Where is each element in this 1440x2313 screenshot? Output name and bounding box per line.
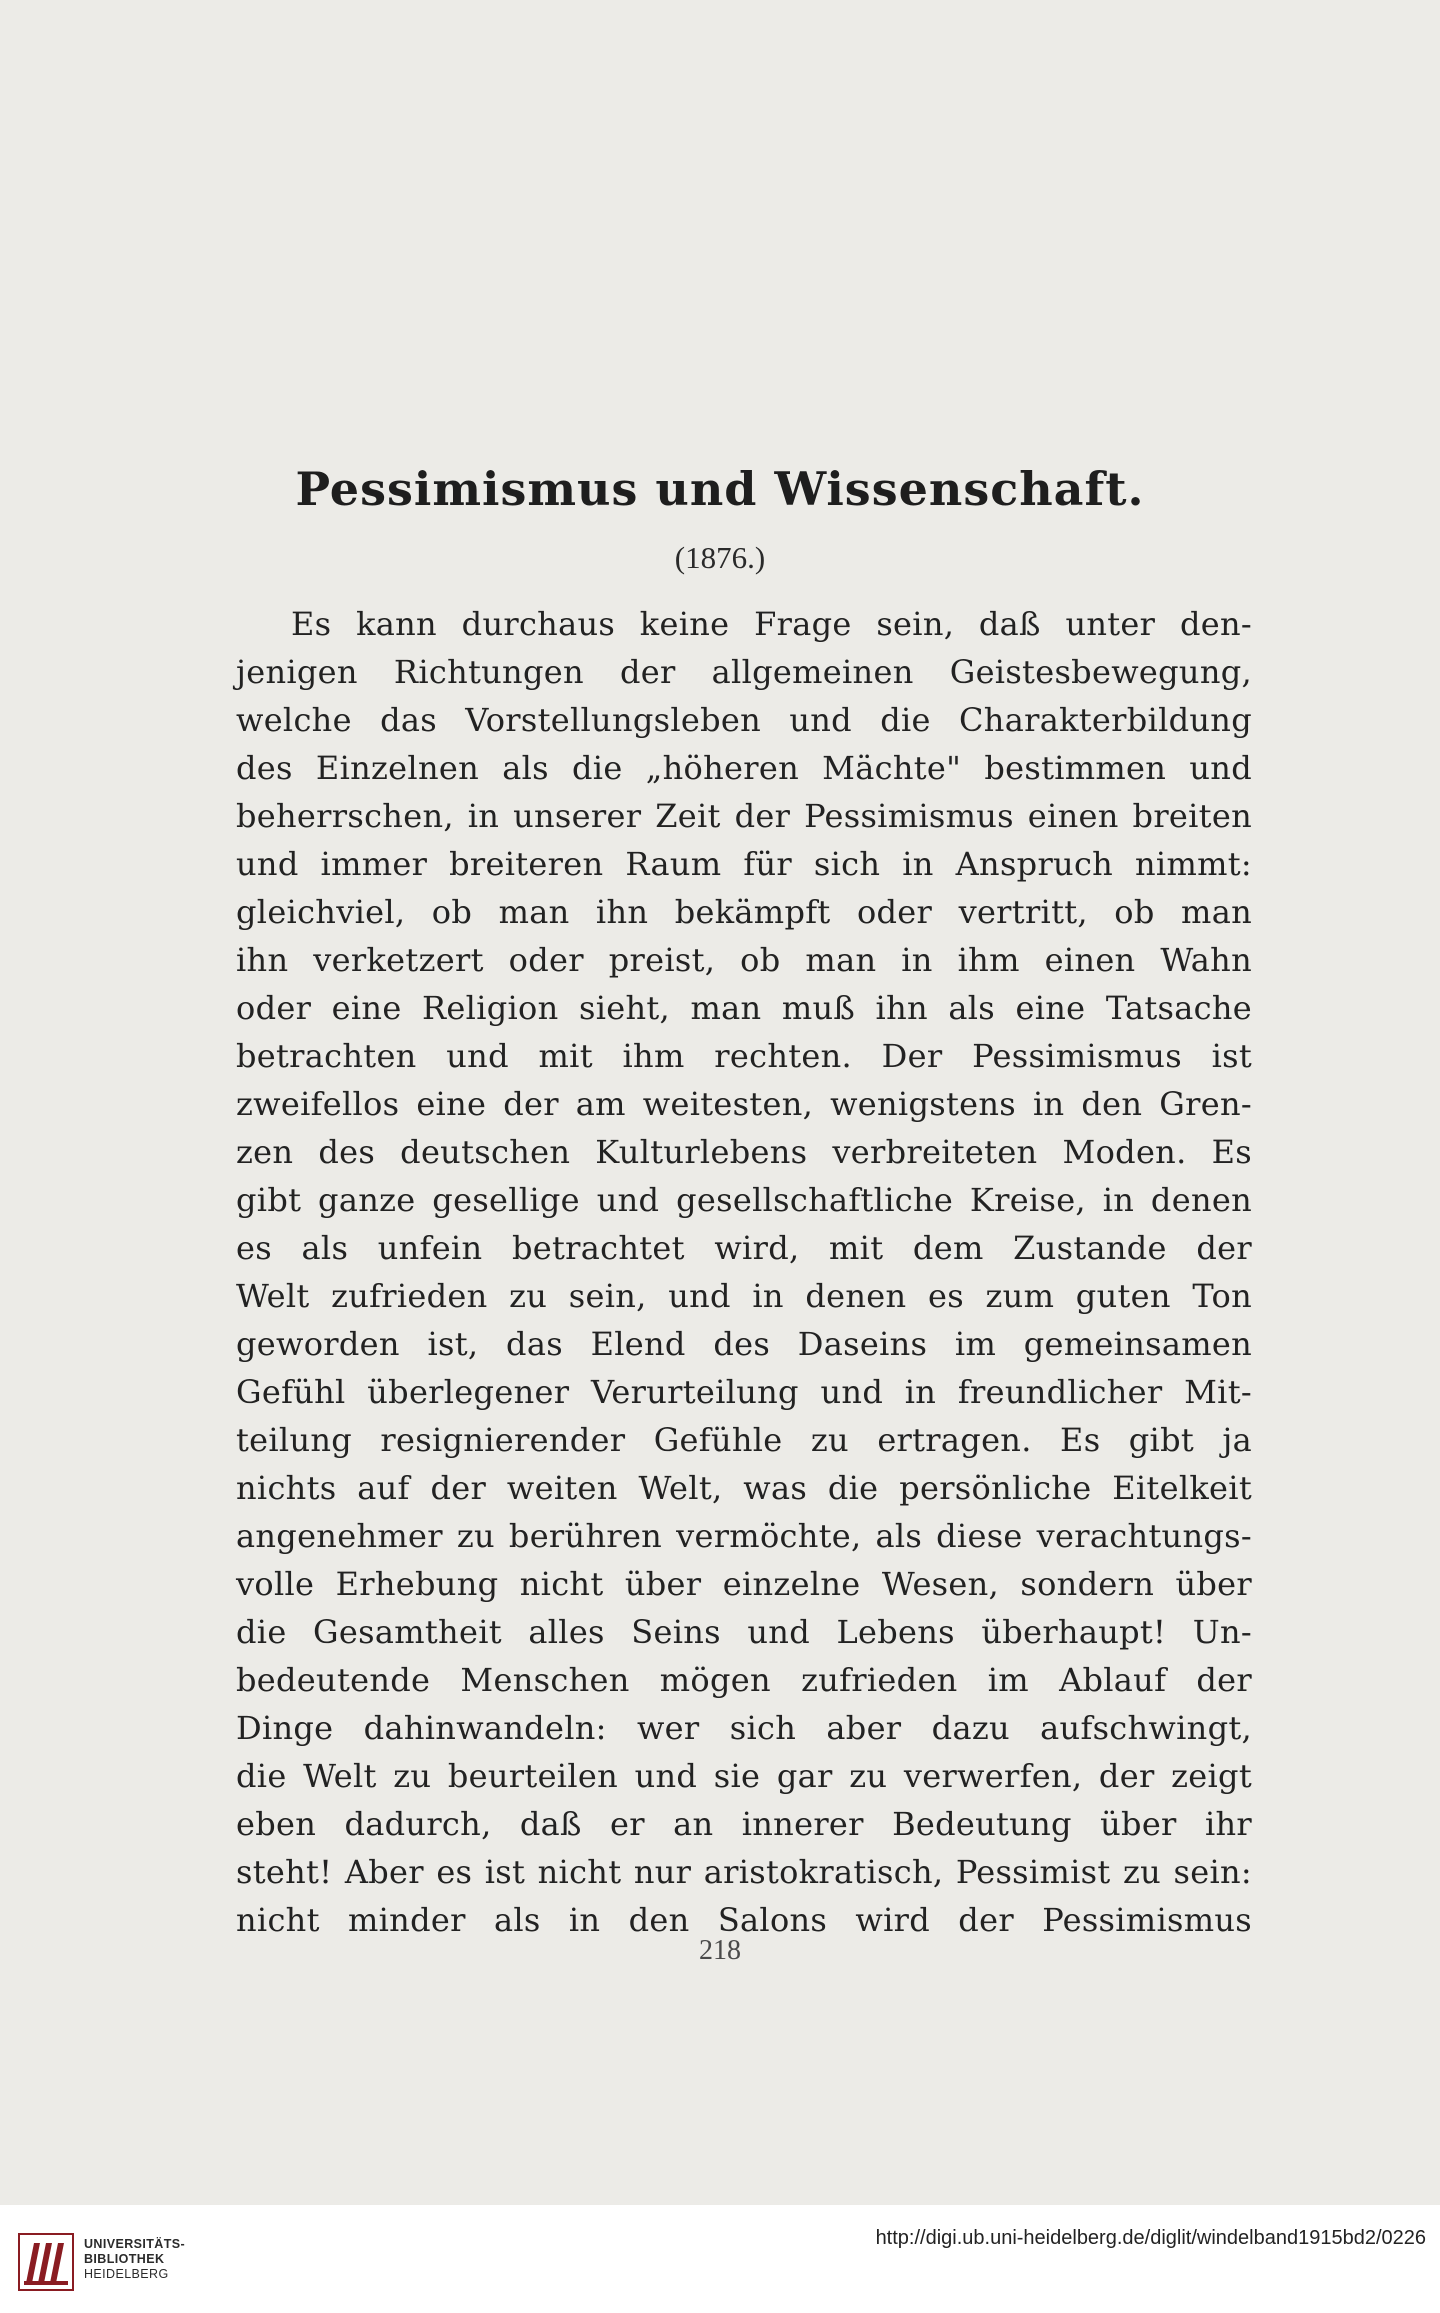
library-name-line-1: UNIVERSITÄTS- xyxy=(84,2237,186,2251)
text-line: beherrschen, in unserer Zeit der Pessimismus einen breiten xyxy=(236,797,1252,835)
text-line: teilung resignierender Gefühle zu ertragen. Es gibt ja xyxy=(236,1421,1252,1459)
text-line: es als unfein betrachtet wird, mit dem Zustande der xyxy=(236,1229,1252,1267)
text-line: Welt zufrieden zu sein, und in denen es zum guten Ton xyxy=(236,1277,1252,1315)
text-line: nicht minder als in den Salons wird der Pessimismus xyxy=(236,1901,1252,1939)
text-line: Es kann durchaus keine Frage sein, daß unter den- xyxy=(291,605,1252,643)
page-number: 218 xyxy=(699,1935,741,1966)
library-name-line-2: BIBLIOTHEK xyxy=(84,2252,165,2266)
source-url-link[interactable]: http://digi.ub.uni-heidelberg.de/diglit/windelband1915bd2/0226 xyxy=(875,2227,1426,2249)
text-line: eben dadurch, daß er an innerer Bedeutung über ihr xyxy=(236,1805,1252,1843)
text-line: welche das Vorstellungsleben und die Charakterbildung xyxy=(236,701,1252,739)
text-line: zweifellos eine der am weitesten, wenigstens in den Gren- xyxy=(236,1085,1252,1123)
text-line: die Gesamtheit alles Seins und Lebens überhaupt! Un- xyxy=(236,1613,1252,1651)
text-line: steht! Aber es ist nicht nur aristokratisch, Pessimist zu sein: xyxy=(236,1853,1252,1891)
text-line: die Welt zu beurteilen und sie gar zu verwerfen, der zeigt xyxy=(236,1757,1252,1795)
text-line: jenigen Richtungen der allgemeinen Geistesbewegung, xyxy=(236,653,1252,691)
library-name-line-3: HEIDELBERG xyxy=(84,2267,169,2281)
chapter-year: (1876.) xyxy=(674,540,766,575)
text-line: gibt ganze gesellige und gesellschaftliche Kreise, in denen xyxy=(236,1181,1252,1219)
text-line: volle Erhebung nicht über einzelne Wesen, sondern über xyxy=(236,1565,1252,1603)
text-line: geworden ist, das Elend des Daseins im gemeinsamen xyxy=(236,1325,1252,1363)
text-line: oder eine Religion sieht, man muß ihn als eine Tatsache xyxy=(236,989,1252,1027)
body-text xyxy=(236,600,1252,1944)
text-line: nichts auf der weiten Welt, was die persönliche Eitelkeit xyxy=(236,1469,1252,1507)
text-line: angenehmer zu berühren vermöchte, als diese verachtungs- xyxy=(236,1517,1252,1555)
text-line: Gefühl überlegener Verurteilung und in freundlicher Mit- xyxy=(236,1373,1252,1411)
text-line: gleichviel, ob man ihn bekämpft oder vertritt, ob man xyxy=(236,893,1252,931)
text-line: des Einzelnen als die „höheren Mächte" bestimmen und xyxy=(236,749,1252,787)
text-line: Dinge dahinwandeln: wer sich aber dazu aufschwingt, xyxy=(236,1709,1252,1747)
university-library-logo-icon xyxy=(18,2233,74,2291)
library-name xyxy=(84,2237,185,2282)
text-line: zen des deutschen Kulturlebens verbreiteten Moden. Es xyxy=(236,1133,1252,1171)
text-line: ihn verketzert oder preist, ob man in ihm einen Wahn xyxy=(236,941,1252,979)
text-line: bedeutende Menschen mögen zufrieden im Ablauf der xyxy=(236,1661,1252,1699)
chapter-title: Pessimismus und Wissenschaft. xyxy=(295,462,1145,516)
text-line: und immer breiteren Raum für sich in Anspruch nimmt: xyxy=(236,845,1252,883)
footer-bar xyxy=(0,2205,1440,2313)
text-line: betrachten und mit ihm rechten. Der Pessimismus ist xyxy=(236,1037,1252,1075)
